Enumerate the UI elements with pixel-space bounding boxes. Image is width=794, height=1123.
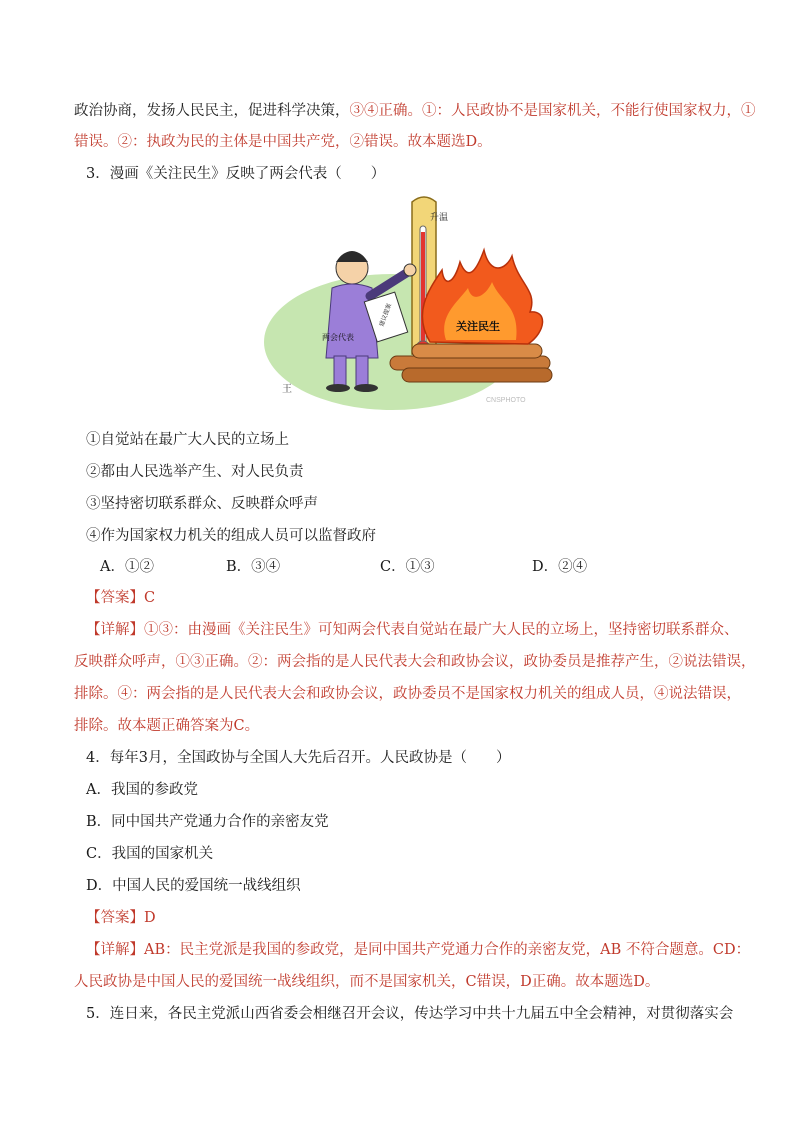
- q4-option-d: D．中国人民的爱国统一战线组织: [86, 878, 301, 894]
- watermark: CNSPHOTO: [486, 397, 526, 404]
- firewood-logs: [390, 344, 552, 382]
- q4-answer-tag: 【答案】: [86, 910, 144, 926]
- fire-label: 关注民生: [456, 321, 500, 333]
- q3-item-4: ④作为国家权力机关的组成人员可以监督政府: [86, 528, 376, 544]
- q4-detail-text-1: AB：民主党派是我国的参政党，是同中国共产党通力合作的亲密友党，AB 不符合题意。CD：: [144, 942, 751, 958]
- delegate-label: 两会代表: [322, 333, 354, 342]
- q4-answer: [86, 908, 746, 928]
- q3-detail-text-1: ①③：由漫画《关注民生》可知两会代表自觉站在最广大人民的立场上，坚持密切联系群众、: [144, 622, 739, 638]
- q3-item-1: ①自觉站在最广大人民的立场上: [86, 432, 289, 448]
- q3-item-2: ②都由人民选举产生、对人民负责: [86, 464, 304, 480]
- question-5-stem: 5．连日来，各民主党派山西省委会相继召开会议，传达学习中共十九届五中全会精神，对贯彻落实会: [86, 1006, 734, 1022]
- q4-option-b: B．同中国共产党通力合作的亲密友党: [86, 814, 329, 830]
- question-4-stem: 4．每年3月，全国政协与全国人大先后召开。人民政协是（ ）: [86, 750, 511, 766]
- proposal-label: 建议提案: [379, 302, 394, 328]
- q3-item-3: ③坚持密切联系群众、反映群众呼声: [86, 496, 318, 512]
- q3-option-d: D．②④: [532, 559, 588, 575]
- q4-option-c: C．我国的国家机关: [86, 846, 214, 862]
- question-3-stem: 3．漫画《关注民生》反映了两会代表（ ）: [86, 166, 386, 182]
- q4-option-a: A．我国的参政党: [86, 782, 198, 798]
- q3-detail-tag: 【详解】: [86, 622, 144, 638]
- q4-answer-value: D: [144, 910, 156, 926]
- artist-signature: 王: [282, 384, 292, 395]
- q3-detail-line-2: 反映群众呼声，①③正确。②：两会指的是人民代表大会和政协会议，政协委员是推荐产生，②说法错误，: [74, 654, 756, 670]
- q3-option-a: A．①②: [100, 559, 154, 575]
- cartoon-image: [262, 192, 558, 416]
- q3-detail-line-3: 排除。④：两会指的是人民代表大会和政协会议，政协委员不是国家权力机关的组成人员，④说法错误，: [74, 686, 741, 702]
- prev-detail-line-1: [74, 101, 756, 121]
- q4-detail-tag: 【详解】: [86, 942, 144, 958]
- q3-detail-line-1: [86, 620, 746, 640]
- q3-answer-tag: 【答案】: [86, 590, 144, 606]
- prev-detail-text-a: 政治协商，发扬人民民主，促进科学决策，: [74, 103, 350, 119]
- q3-answer: [86, 588, 746, 608]
- q3-option-c: C．①③: [380, 559, 435, 575]
- q4-detail-line-1: [86, 940, 751, 960]
- q3-option-b: B．③④: [226, 559, 281, 575]
- q3-answer-value: C: [144, 590, 156, 606]
- q3-detail-line-4: 排除。故本题正确答案为C。: [74, 718, 260, 734]
- prev-detail-line-2: 错误。②：执政为民的主体是中国共产党，②错误。故本题选D。: [74, 134, 492, 150]
- thermometer-label: 升温: [430, 212, 449, 222]
- prev-detail-text-b: ③④正确。①：人民政协不是国家机关，不能行使国家权力，①: [349, 103, 756, 119]
- q4-detail-line-2: 人民政协是中国人民的爱国统一战线组织，而不是国家机关，C错误，D正确。故本题选D。: [74, 974, 660, 990]
